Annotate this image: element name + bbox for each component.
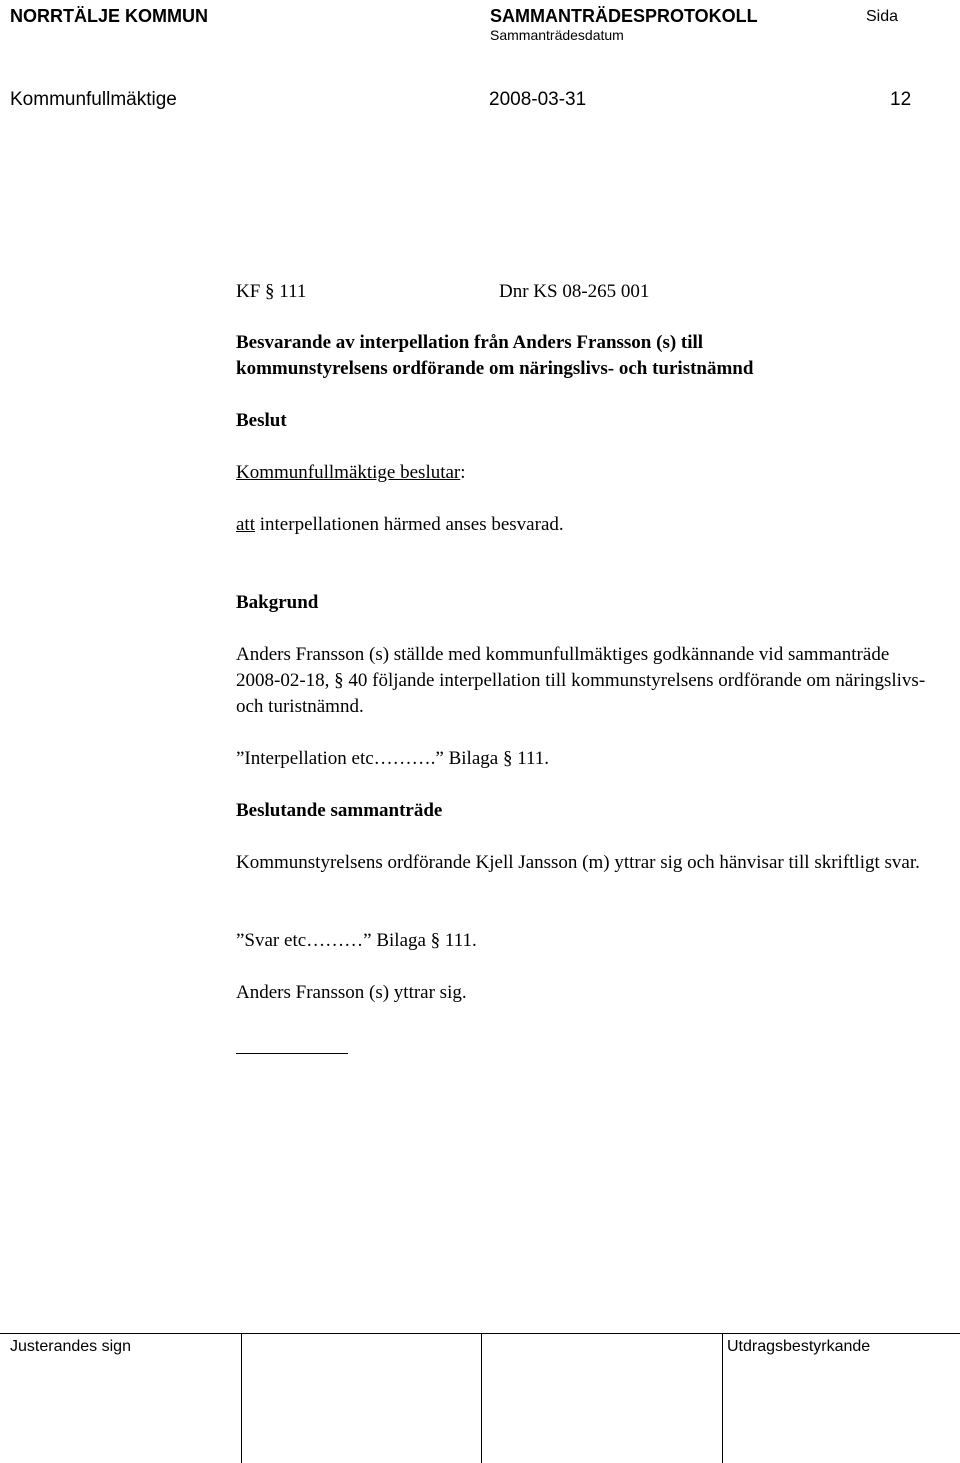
decision-text bbox=[236, 512, 936, 538]
background-quote: ”Interpellation etc……….” Bilaga § 111. bbox=[236, 748, 550, 769]
decision-heading: Beslut bbox=[236, 410, 287, 431]
decision-intro-colon: : bbox=[460, 462, 466, 483]
meeting-statement: Anders Fransson (s) yttrar sig. bbox=[236, 982, 467, 1003]
diary-number: Dnr KS 08-265 001 bbox=[499, 281, 650, 302]
meeting-heading: Beslutande sammanträde bbox=[236, 800, 443, 821]
footer-divider bbox=[0, 1333, 960, 1334]
background-paragraph: Anders Fransson (s) ställde med kommunfullmäktiges godkännande vid sammanträde 2008-02-18, § 40 följande interpellation till kommunstyrelsens ordförande om näringslivs- och turistnämnd. bbox=[236, 644, 926, 717]
document-type: SAMMANTRÄDESPROTOKOLL bbox=[490, 6, 758, 26]
assembly-name: Kommunfullmäktige bbox=[10, 89, 177, 110]
certification-box bbox=[722, 1334, 723, 1463]
organization-name: NORRTÄLJE KOMMUN bbox=[10, 6, 208, 26]
certification-label: Utdragsbestyrkande bbox=[727, 1338, 871, 1355]
paragraph-ref: KF § 111 bbox=[236, 281, 307, 302]
att-word: att bbox=[236, 514, 255, 535]
signature-box-1 bbox=[241, 1334, 242, 1463]
page-number: 12 bbox=[890, 89, 912, 110]
page-label: Sida bbox=[866, 8, 899, 25]
item-title-line-1: Besvarande av interpellation från Anders Fransson (s) till bbox=[236, 332, 704, 353]
meeting-paragraph: Kommunstyrelsens ordförande Kjell Jansson (m) yttrar sig och hänvisar till skriftligt svar. bbox=[236, 852, 920, 873]
meeting-quote: ”Svar etc………” Bilaga § 111. bbox=[236, 930, 477, 951]
end-rule bbox=[236, 1053, 348, 1054]
justification-label: Justerandes sign bbox=[10, 1338, 131, 1355]
item-title-line-2: kommunstyrelsens ordförande om näringslivs- och turistnämnd bbox=[236, 358, 754, 379]
decision-intro-text: Kommunfullmäktige beslutar bbox=[236, 462, 461, 483]
meeting-date: 2008-03-31 bbox=[489, 89, 587, 110]
meeting-date-label: Sammanträdesdatum bbox=[490, 27, 624, 43]
item-reference bbox=[236, 279, 650, 305]
background-heading: Bakgrund bbox=[236, 592, 319, 613]
decision-intro bbox=[236, 460, 936, 486]
decision-clause: interpellationen härmed anses besvarad. bbox=[255, 514, 564, 535]
signature-box-2 bbox=[481, 1334, 482, 1463]
